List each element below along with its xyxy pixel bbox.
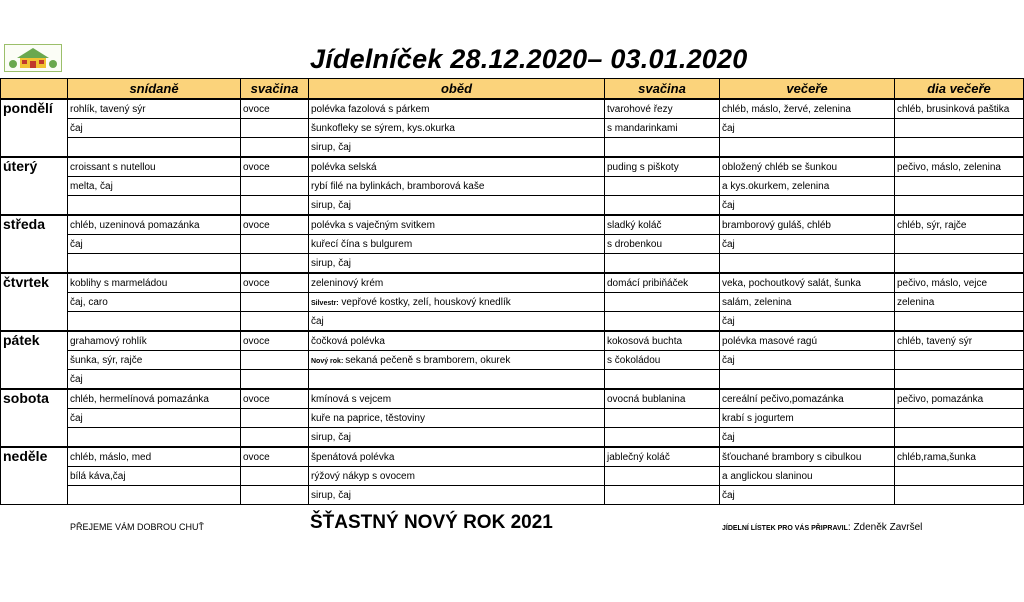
table-cell: chléb, brusinková paštika (895, 99, 1024, 119)
table-row (1, 486, 1024, 505)
novy-rok-meal: sekaná pečeně s bramborem, okurek (345, 354, 511, 366)
table-cell (241, 196, 309, 216)
col-header-obed: oběd (309, 79, 605, 100)
table-row (1, 370, 1024, 390)
table-cell: sirup, čaj (309, 428, 605, 448)
page-title: Jídelníček 28.12.2020– 03.01.2020 (310, 44, 748, 74)
table-row (1, 351, 1024, 370)
table-cell: grahamový rohlík (68, 331, 241, 351)
table-cell (605, 370, 720, 390)
table-cell: čaj (68, 370, 241, 390)
table-cell: s drobenkou (605, 235, 720, 254)
table-cell-silvestr (309, 293, 605, 312)
table-cell (895, 409, 1024, 428)
table-cell: rohlík, tavený sýr (68, 99, 241, 119)
table-cell: chléb, tavený sýr (895, 331, 1024, 351)
house-logo-icon (5, 45, 61, 71)
table-cell (309, 370, 605, 390)
footer-greeting: PŘEJEME VÁM DOBROU CHUŤ (70, 522, 205, 532)
col-header-vecere: večeře (720, 79, 895, 100)
table-cell: zeleninový krém (309, 273, 605, 293)
day-label: pátek (1, 331, 68, 389)
table-cell (605, 428, 720, 448)
table-cell: chléb, máslo, med (68, 447, 241, 467)
table-cell: tvarohové řezy (605, 99, 720, 119)
table-cell: ovoce (241, 273, 309, 293)
table-cell (241, 351, 309, 370)
table-cell (68, 196, 241, 216)
table-cell: chléb, sýr, rajče (895, 215, 1024, 235)
table-cell (895, 254, 1024, 274)
table-cell: čaj (68, 119, 241, 138)
table-row (1, 119, 1024, 138)
table-cell: sladký koláč (605, 215, 720, 235)
silvestr-label: Silvestr: (311, 299, 339, 307)
table-cell: veka, pochoutkový salát, šunka (720, 273, 895, 293)
footer-author-name: : Zdeněk Završel (847, 522, 923, 533)
table-cell: s mandarinkami (605, 119, 720, 138)
table-cell: čaj (720, 486, 895, 505)
table-cell: ovocná bublanina (605, 389, 720, 409)
table-cell: ovoce (241, 157, 309, 177)
table-cell-novy-rok (309, 351, 605, 370)
table-cell (895, 351, 1024, 370)
table-cell: salám, zelenina (720, 293, 895, 312)
table-cell: a kys.okurkem, zelenina (720, 177, 895, 196)
table-cell: polévka fazolová s párkem (309, 99, 605, 119)
table-cell: šunka, sýr, rajče (68, 351, 241, 370)
table-row (1, 235, 1024, 254)
table-cell: čaj (720, 351, 895, 370)
table-cell: koblihy s marmeládou (68, 273, 241, 293)
table-cell (68, 486, 241, 505)
menu-body (1, 99, 1024, 505)
table-cell (895, 428, 1024, 448)
table-row (1, 99, 1024, 119)
col-header-svacina: svačina (241, 79, 309, 100)
menu-table (0, 78, 1024, 505)
table-cell (720, 254, 895, 274)
table-cell (241, 370, 309, 390)
table-cell (895, 370, 1024, 390)
table-cell: rýžový nákyp s ovocem (309, 467, 605, 486)
table-cell: sirup, čaj (309, 486, 605, 505)
table-row (1, 215, 1024, 235)
table-row (1, 409, 1024, 428)
table-cell: čaj (720, 119, 895, 138)
table-cell: špenátová polévka (309, 447, 605, 467)
table-cell (605, 293, 720, 312)
table-row (1, 138, 1024, 158)
table-cell (241, 254, 309, 274)
table-row (1, 196, 1024, 216)
table-cell (241, 177, 309, 196)
table-cell: cereální pečivo,pomazánka (720, 389, 895, 409)
table-cell: kokosová buchta (605, 331, 720, 351)
footer-author (722, 522, 922, 533)
logo (4, 44, 62, 72)
table-cell (605, 254, 720, 274)
table-cell (241, 312, 309, 332)
table-cell: bílá káva,čaj (68, 467, 241, 486)
table-cell (68, 312, 241, 332)
table-cell (68, 138, 241, 158)
table-cell (605, 177, 720, 196)
table-row (1, 254, 1024, 274)
table-cell: šťouchané brambory s cibulkou (720, 447, 895, 467)
table-cell (605, 312, 720, 332)
table-row (1, 331, 1024, 351)
table-cell: pečivo, máslo, vejce (895, 273, 1024, 293)
table-cell: chléb, máslo, žervé, zelenina (720, 99, 895, 119)
table-cell: ovoce (241, 389, 309, 409)
table-cell (895, 312, 1024, 332)
table-cell: čaj (720, 196, 895, 216)
table-cell (895, 467, 1024, 486)
table-cell: a anglickou slaninou (720, 467, 895, 486)
table-row (1, 467, 1024, 486)
col-header-svacina-2: svačina (605, 79, 720, 100)
table-cell (241, 293, 309, 312)
table-cell: polévka s vaječným svitkem (309, 215, 605, 235)
table-row (1, 428, 1024, 448)
footer-new-year: ŠŤASTNÝ NOVÝ ROK 2021 (310, 512, 553, 533)
table-cell (605, 409, 720, 428)
table-cell (241, 409, 309, 428)
table-cell: chléb, hermelínová pomazánka (68, 389, 241, 409)
table-cell: čaj (68, 235, 241, 254)
table-cell (895, 196, 1024, 216)
table-cell: ovoce (241, 215, 309, 235)
table-cell: šunkofleky se sýrem, kys.okurka (309, 119, 605, 138)
table-cell: obložený chléb se šunkou (720, 157, 895, 177)
table-cell (720, 138, 895, 158)
table-cell: čaj (720, 235, 895, 254)
table-cell: pečivo, pomazánka (895, 389, 1024, 409)
table-cell: polévka masové ragú (720, 331, 895, 351)
table-row (1, 447, 1024, 467)
header-row (1, 79, 1024, 100)
table-cell: s čokoládou (605, 351, 720, 370)
table-cell (68, 428, 241, 448)
table-cell: čaj (720, 428, 895, 448)
table-cell: sirup, čaj (309, 138, 605, 158)
table-cell: zelenina (895, 293, 1024, 312)
table-cell: domácí pribiňáček (605, 273, 720, 293)
table-cell (720, 370, 895, 390)
novy-rok-label: Nový rok: (311, 357, 346, 365)
table-row (1, 157, 1024, 177)
table-cell: kuřecí čína s bulgurem (309, 235, 605, 254)
table-cell (895, 486, 1024, 505)
table-cell (241, 138, 309, 158)
table-cell: čaj (68, 409, 241, 428)
table-row (1, 312, 1024, 332)
day-label: středa (1, 215, 68, 273)
table-cell: chléb, uzeninová pomazánka (68, 215, 241, 235)
table-cell: čaj (720, 312, 895, 332)
table-cell (895, 177, 1024, 196)
table-cell: ovoce (241, 331, 309, 351)
table-cell (605, 467, 720, 486)
table-cell (895, 235, 1024, 254)
day-label: sobota (1, 389, 68, 447)
table-cell: čaj, caro (68, 293, 241, 312)
silvestr-meal: vepřové kostky, zelí, houskový knedlík (341, 296, 511, 308)
table-cell (241, 428, 309, 448)
table-cell: ovoce (241, 447, 309, 467)
table-cell (895, 138, 1024, 158)
table-cell: krabí s jogurtem (720, 409, 895, 428)
col-header-snidane: snídaně (68, 79, 241, 100)
table-cell: chléb,rama,šunka (895, 447, 1024, 467)
table-cell (68, 254, 241, 274)
table-cell: čočková polévka (309, 331, 605, 351)
day-label: pondělí (1, 99, 68, 157)
table-row (1, 293, 1024, 312)
day-label: úterý (1, 157, 68, 215)
table-cell (605, 138, 720, 158)
table-cell: puding s piškoty (605, 157, 720, 177)
table-cell (241, 467, 309, 486)
table-cell: jablečný koláč (605, 447, 720, 467)
table-cell (895, 119, 1024, 138)
table-cell (605, 196, 720, 216)
table-cell: croissant s nutellou (68, 157, 241, 177)
table-cell: bramborový guláš, chléb (720, 215, 895, 235)
table-cell: čaj (309, 312, 605, 332)
table-cell: sirup, čaj (309, 196, 605, 216)
table-cell: rybí filé na bylinkách, bramborová kaše (309, 177, 605, 196)
table-cell: melta, čaj (68, 177, 241, 196)
table-row (1, 177, 1024, 196)
corner-cell (1, 79, 68, 100)
table-cell: kuře na paprice, těstoviny (309, 409, 605, 428)
day-label: čtvrtek (1, 273, 68, 331)
table-row (1, 389, 1024, 409)
table-cell: sirup, čaj (309, 254, 605, 274)
table-cell (241, 119, 309, 138)
table-cell (241, 486, 309, 505)
table-cell (241, 235, 309, 254)
table-cell: kmínová s vejcem (309, 389, 605, 409)
day-label: neděle (1, 447, 68, 505)
table-cell: polévka selská (309, 157, 605, 177)
footer-author-label: JÍDELNÍ LÍSTEK PRO VÁS PŘIPRAVIL (722, 525, 848, 532)
table-cell: ovoce (241, 99, 309, 119)
col-header-dia-vecere: dia večeře (895, 79, 1024, 100)
table-cell (605, 486, 720, 505)
table-row (1, 273, 1024, 293)
table-cell: pečivo, máslo, zelenina (895, 157, 1024, 177)
